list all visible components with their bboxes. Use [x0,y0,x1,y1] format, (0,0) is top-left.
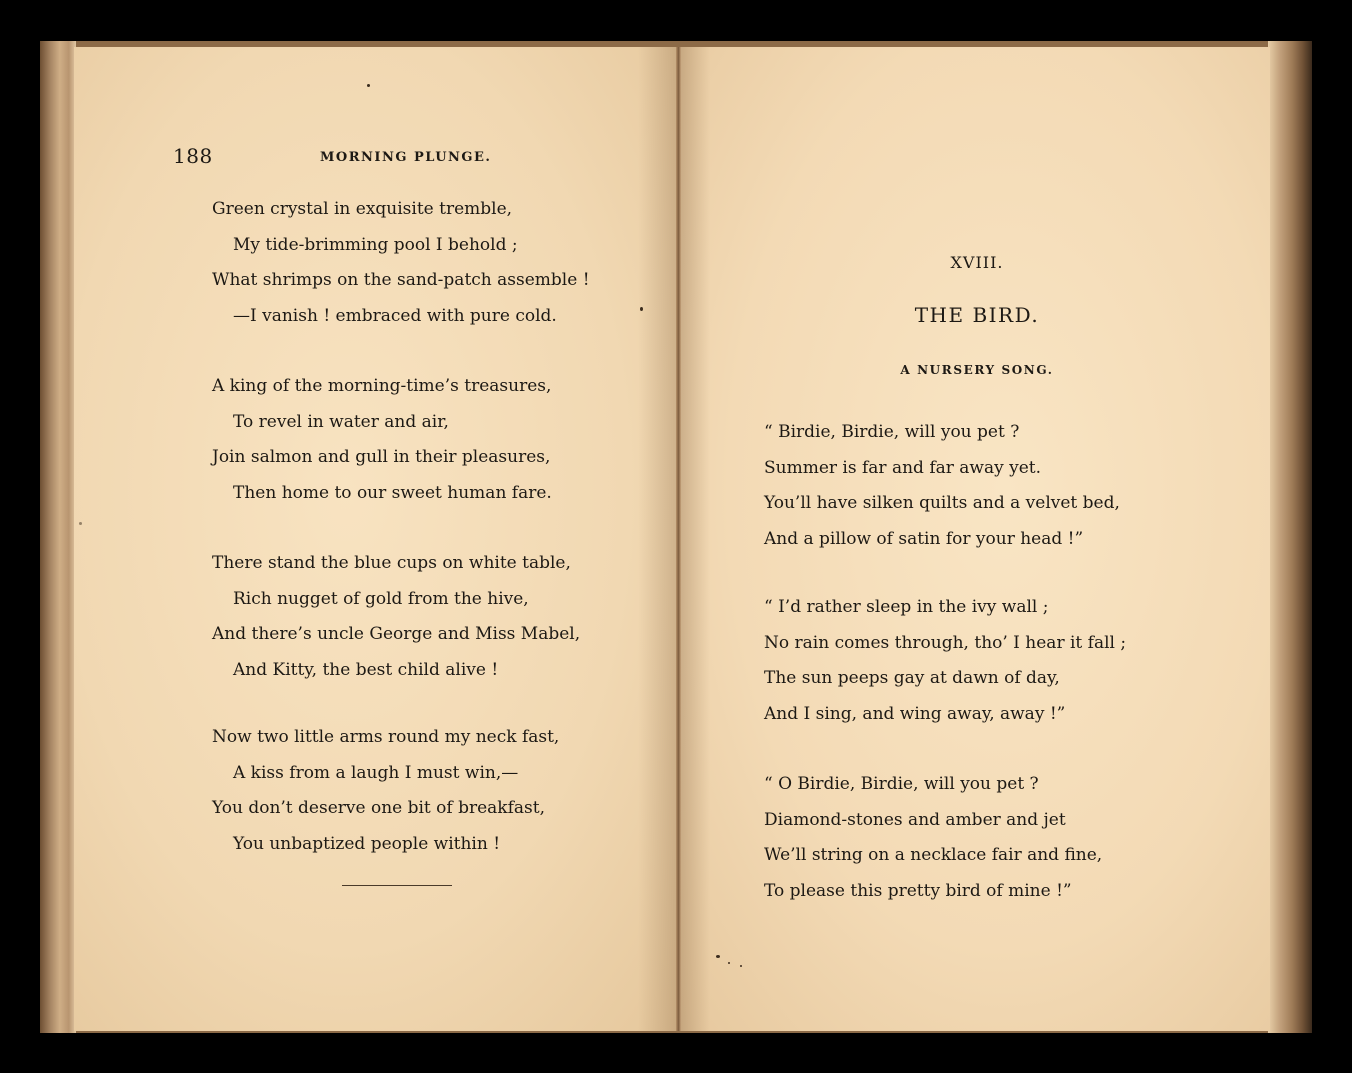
paper-speck [367,84,370,87]
stanza-4 [212,720,559,862]
verse-line: Then home to our sweet human fare. [233,482,552,503]
verse-line: Now two little arms round my neck fast, [212,727,560,747]
verse-line: Green crystal in exquisite tremble, [212,199,513,219]
paper-speck [740,965,742,967]
verse-line: “ O Birdie, Birdie, will you pet ? [764,774,1039,794]
verse-line: You’ll have silken quilts and a velvet bed, [764,493,1120,513]
verse-line: To revel in water and air, [233,411,449,432]
verse-line: Summer is far and far away yet. [764,457,1042,478]
paper-speck [640,307,643,311]
stanza-1 [212,192,590,334]
verse-line: My tide-brimming pool I behold ; [233,234,518,255]
verse-line: And there’s uncle George and Miss Mabel, [212,624,581,644]
paper-speck [79,522,82,525]
right-page [680,47,1270,1031]
verse-line: You unbaptized people within ! [233,833,501,854]
stanza-2 [212,369,552,511]
verse-line: “ Birdie, Birdie, will you pet ? [764,422,1020,442]
book-gutter [676,47,681,1031]
verse-line: And I sing, and wing away, away !” [764,703,1066,724]
stanza-2 [764,590,1126,732]
poem-subtitle: A NURSERY SONG. [900,363,1054,377]
verse-line: Diamond-stones and amber and jet [764,809,1066,830]
left-page [74,47,678,1031]
chapter-number: XVIII. [950,253,1004,272]
verse-line: And Kitty, the best child alive ! [233,659,499,680]
verse-line: To please this pretty bird of mine !” [764,880,1072,901]
right-page-edges [1268,41,1312,1033]
verse-line: Rich nugget of gold from the hive, [233,588,529,609]
end-rule [342,885,452,886]
verse-line: “ I’d rather sleep in the ivy wall ; [764,597,1049,617]
gutter-shadow [680,47,710,1031]
verse-line: The sun peeps gay at dawn of day, [764,668,1060,688]
verse-line: Join salmon and gull in their pleasures, [212,447,551,467]
verse-line: A kiss from a laugh I must win,— [233,762,519,783]
poem-title: THE BIRD. [914,303,1040,327]
verse-line: No rain comes through, tho’ I hear it fall ; [764,632,1127,653]
verse-line: A king of the morning-time’s treasures, [212,376,552,396]
verse-line: And a pillow of satin for your head !” [764,528,1084,549]
verse-line: What shrimps on the sand-patch assemble ! [212,270,590,290]
verse-line: —I vanish ! embraced with pure cold. [233,305,557,326]
running-head: MORNING PLUNGE. [320,150,492,165]
paper-speck [728,962,730,964]
verse-line: You don’t deserve one bit of breakfast, [212,798,545,818]
left-page-edges [40,41,76,1033]
gutter-shadow [638,47,678,1031]
stanza-3 [764,767,1102,909]
stanza-3 [212,546,580,688]
verse-line: There stand the blue cups on white table, [212,553,571,573]
stanza-1 [764,415,1120,557]
verse-line: We’ll string on a necklace fair and fine, [764,845,1103,865]
page-number: 188 [173,144,213,168]
paper-speck [716,955,720,958]
